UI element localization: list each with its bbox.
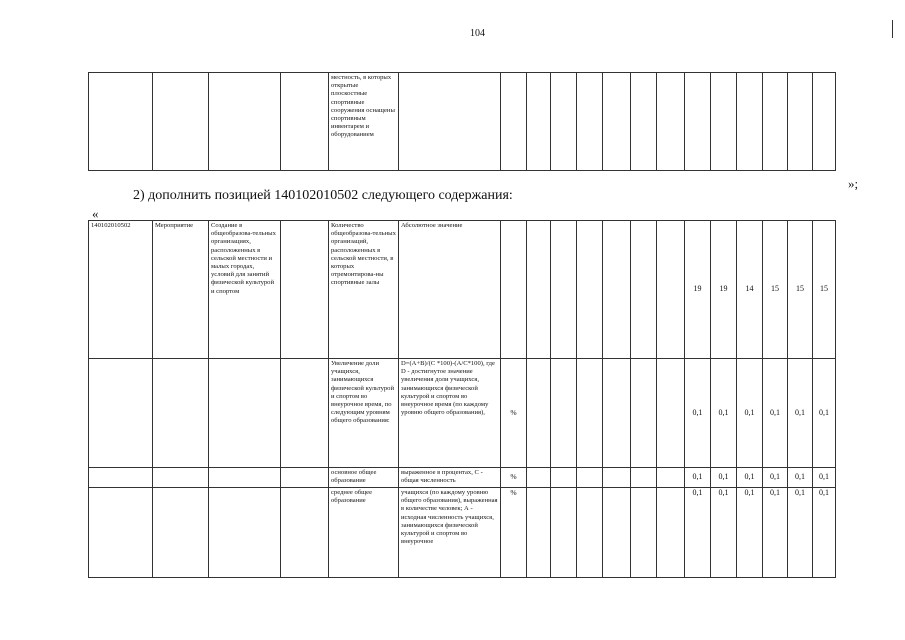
instruction-text: 2) дополнить позицией 140102010502 следующего содержания: (133, 188, 513, 203)
value-cell: 0,1 (737, 488, 763, 578)
top-cell (89, 73, 153, 171)
value-cell: 0,1 (685, 359, 711, 468)
empty-cell (631, 488, 657, 578)
empty-cell (551, 221, 577, 359)
value-cell: 0,1 (763, 488, 788, 578)
empty-cell (209, 468, 281, 488)
empty-cell (527, 488, 551, 578)
unit-cell: % (501, 488, 527, 578)
unit-cell: % (501, 468, 527, 488)
empty-cell (153, 359, 209, 468)
top-cell (631, 73, 657, 171)
page-number: 104 (470, 28, 485, 39)
indicator-cell: среднее общее образование (329, 488, 399, 578)
indicator-cell: Увеличение доли учащихся, занимающихся физической культурой и спортом во внеурочное время, по следующим уровням общего образования: (329, 359, 399, 468)
empty-cell (657, 488, 685, 578)
value-cell: 0,1 (763, 359, 788, 468)
value-cell: 0,1 (711, 468, 737, 488)
indicator-cell: основное общее образование (329, 468, 399, 488)
top-indicator-cell (329, 73, 399, 171)
main-table (88, 220, 836, 578)
top-cell (737, 73, 763, 171)
value-cell: 0,1 (737, 468, 763, 488)
empty-cell (603, 488, 631, 578)
empty-cell (577, 468, 603, 488)
method-cell: выраженное в процентах, С - общая численность (399, 468, 501, 488)
top-cell (281, 73, 329, 171)
value-cell: 0,1 (788, 359, 813, 468)
value-cell: 15 (788, 221, 813, 359)
value-cell: 0,1 (711, 488, 737, 578)
unit-cell: % (501, 359, 527, 468)
top-cell (527, 73, 551, 171)
empty-cell (209, 488, 281, 578)
top-cell (603, 73, 631, 171)
unit-cell (501, 221, 527, 359)
value-cell: 0,1 (813, 468, 836, 488)
table-row (89, 488, 836, 578)
value-cell: 0,1 (711, 359, 737, 468)
top-cell (577, 73, 603, 171)
empty-cell (603, 468, 631, 488)
empty-cell (281, 488, 329, 578)
empty-cell (281, 359, 329, 468)
value-cell: 0,1 (763, 468, 788, 488)
top-cell (763, 73, 788, 171)
empty-cell (551, 488, 577, 578)
empty-cell (577, 221, 603, 359)
value-cell: 0,1 (813, 488, 836, 578)
empty-cell (527, 359, 551, 468)
value-cell: 0,1 (685, 468, 711, 488)
value-cell: 0,1 (788, 468, 813, 488)
empty-cell (551, 468, 577, 488)
empty-cell (551, 359, 577, 468)
empty-cell (209, 359, 281, 468)
value-cell: 14 (737, 221, 763, 359)
method-cell: учащихся (по каждому уровню общего образования), выраженная в количестве человек; А - исходная численность учащихся, занимающихся физической культурой и спортом во внеурочное (399, 488, 501, 578)
value-cell: 0,1 (788, 488, 813, 578)
top-cell (501, 73, 527, 171)
top-cell (153, 73, 209, 171)
opening-quote-mark: « (92, 206, 99, 221)
empty-cell (89, 468, 153, 488)
empty-cell (577, 488, 603, 578)
top-cell (399, 73, 501, 171)
top-cell (551, 73, 577, 171)
table-row (89, 221, 836, 359)
empty-cell (153, 468, 209, 488)
empty-cell (631, 221, 657, 359)
code-cell: 140102010502 (89, 221, 153, 359)
value-cell: 19 (685, 221, 711, 359)
empty-cell (577, 359, 603, 468)
top-table (88, 72, 836, 171)
type-cell: Мероприятие (153, 221, 209, 359)
top-cell (685, 73, 711, 171)
top-indicator-text: местность, в которых открытые плоскостные спортивные сооружения оснащены спортивным инвентарем и оборудованием (331, 74, 395, 139)
value-cell: 0,1 (737, 359, 763, 468)
empty-cell (89, 359, 153, 468)
top-cell (711, 73, 737, 171)
empty-cell (657, 359, 685, 468)
top-cell (657, 73, 685, 171)
empty-cell (153, 488, 209, 578)
empty-cell (89, 488, 153, 578)
closing-quote-mark: »; (848, 176, 859, 191)
value-cell: 19 (711, 221, 737, 359)
method-cell: D=(A+B)/(C *100)-(A/C*100), где D - достигнутое значение увеличения доли учащихся, занимающихся физической культурой и спортом во внеурочное время (по каждому уровню общего образования), (399, 359, 501, 468)
empty-cell (657, 221, 685, 359)
name-cell: Создание в общеобразова-тельных организациях, расположенных в сельской местности и малых городах, условий для занятий физической культурой и спортом (209, 221, 281, 359)
empty-cell (281, 221, 329, 359)
empty-cell (603, 359, 631, 468)
value-cell: 15 (763, 221, 788, 359)
empty-cell (281, 468, 329, 488)
top-cell (813, 73, 836, 171)
top-cell (209, 73, 281, 171)
indicator-cell: Количество общеобразова-тельных организаций, расположенных в сельской местности, в которых отремонтирова-ны спортивные залы (329, 221, 399, 359)
top-cell (788, 73, 813, 171)
value-cell: 15 (813, 221, 836, 359)
empty-cell (603, 221, 631, 359)
table-row (89, 359, 836, 468)
empty-cell (657, 468, 685, 488)
page-edge-mark (892, 20, 893, 38)
empty-cell (527, 468, 551, 488)
empty-cell (631, 468, 657, 488)
value-cell: 0,1 (685, 488, 711, 578)
empty-cell (631, 359, 657, 468)
value-cell: 0,1 (813, 359, 836, 468)
empty-cell (527, 221, 551, 359)
table-row (89, 468, 836, 488)
method-cell: Абсолютное значение (399, 221, 501, 359)
